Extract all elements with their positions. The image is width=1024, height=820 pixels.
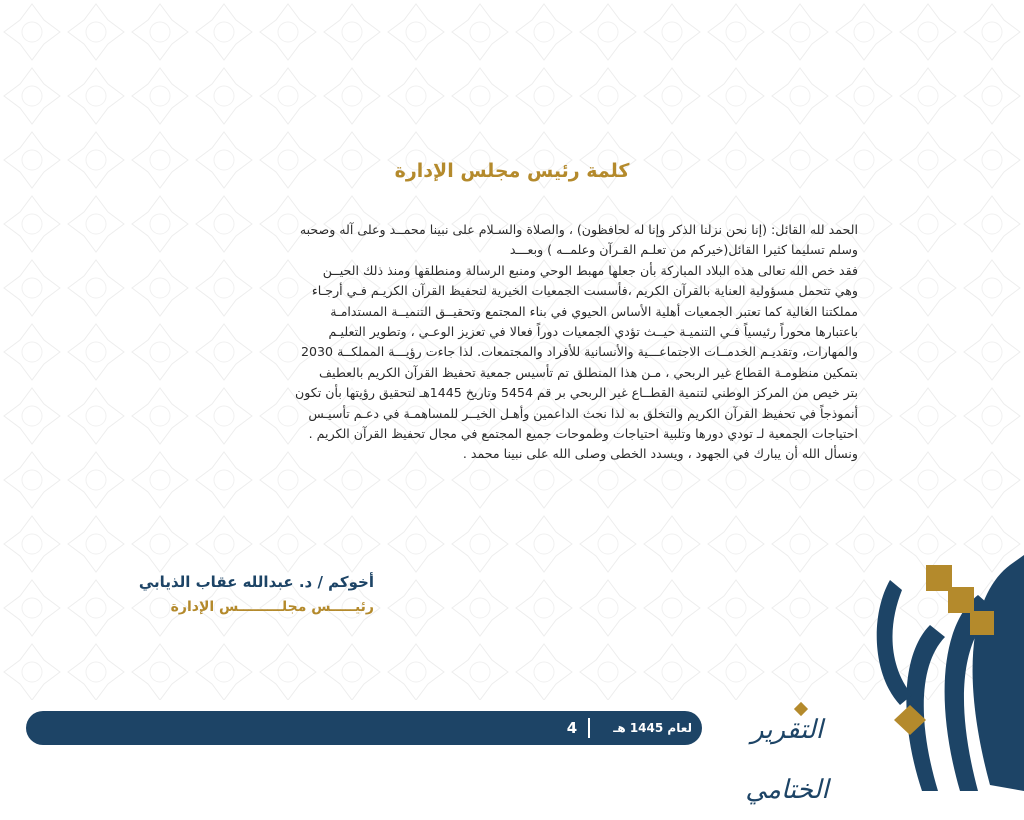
- body-line: وسلم تسليما كثيرا القائل(خيركم من تعلـم القـرآن وعلمــه ) وبعـــد: [509, 242, 858, 258]
- decorative-calligraphy: [860, 555, 1024, 791]
- page-number: 4: [566, 719, 578, 737]
- body-line: الحمد لله القائل: (إنا نحن نزلنا الذكر وإنا له لحافظون) ، والصلاة والسـلام على نبينا محمــد وعلى آله وصحبه: [299, 222, 858, 237]
- footer-divider: [588, 718, 590, 738]
- signatory-role: رئيـــــس مجلـــــــــس الإدارة: [170, 599, 374, 615]
- body-line: باعتبارها محوراً رئيسياً فـي التنميـة حيــث تؤدي الجمعيات دوراً فعالا في تعزيز الوعـي ، وتطوير التعليـم: [328, 324, 858, 340]
- message-body: [132, 220, 858, 465]
- body-line: ونسأل الله أن يبارك في الجهود ، ويسدد الخطى وصلى الله على نبينا محمد .: [462, 446, 858, 462]
- body-line: أنموذجاً في تحفيظ القرآن الكريم والتخلق به لذا نحث الداعمين وأهـل الخيــر للمساهمـة في دعـم تأسيـس: [308, 405, 858, 421]
- body-line: والمهارات، وتقديـم الخدمــات الاجتماعـــية والأنسانية للأفراد والمجتمعات. لذا جاءت رؤيـــة المملكــة 2030: [301, 344, 858, 360]
- body-line: وهي تتحمل مسؤولية العناية بالقرآن الكريم ،فأسست الجمعيات الخيرية لتحفيظ القرآن الكريـم فـي أرجـاء: [311, 283, 858, 299]
- report-logo: التقرير الختامي: [745, 715, 829, 805]
- body-line: مملكتنا الغالية كما تعتبر الجمعيات أهلية الأساس الحيوي في بناء المجتمع وتحقيــق التنميــة المستدامـة: [330, 303, 858, 319]
- page-title: كلمة رئيس مجلس الإدارة: [394, 160, 630, 182]
- year-label: لعام 1445 هـ: [613, 721, 692, 735]
- signature-block: [104, 570, 374, 620]
- body-line: بتمكين منظومـة القطاع غير الربحي ، مـن هذا المنطلق تم تأسيس جمعية تحفيظ القرآن الكريم بالعطيف: [319, 364, 858, 380]
- signatory-name: أخوكم / د. عبدالله عقاب الذيابي: [138, 573, 374, 591]
- body-line: فقد خص الله تعالى هذه البلاد المباركة بأن جعلها مهبط الوحي ومنبع الرسالة ومنطلقها ومنذ ذلك الحيــن: [322, 262, 858, 278]
- body-line: احتياجات الجمعية لـ تودي دورها وتلبية احتياجات وطموحات جميع المجتمع في مجال تحفيظ القرآن الكريم .: [308, 426, 858, 442]
- body-line: بتر خيص من المركز الوطني لتنمية القطــاع غير الربحي بر قم 5454 وتاريخ 1445هـ لتحقيق رؤيتها بأن تكون: [295, 385, 858, 401]
